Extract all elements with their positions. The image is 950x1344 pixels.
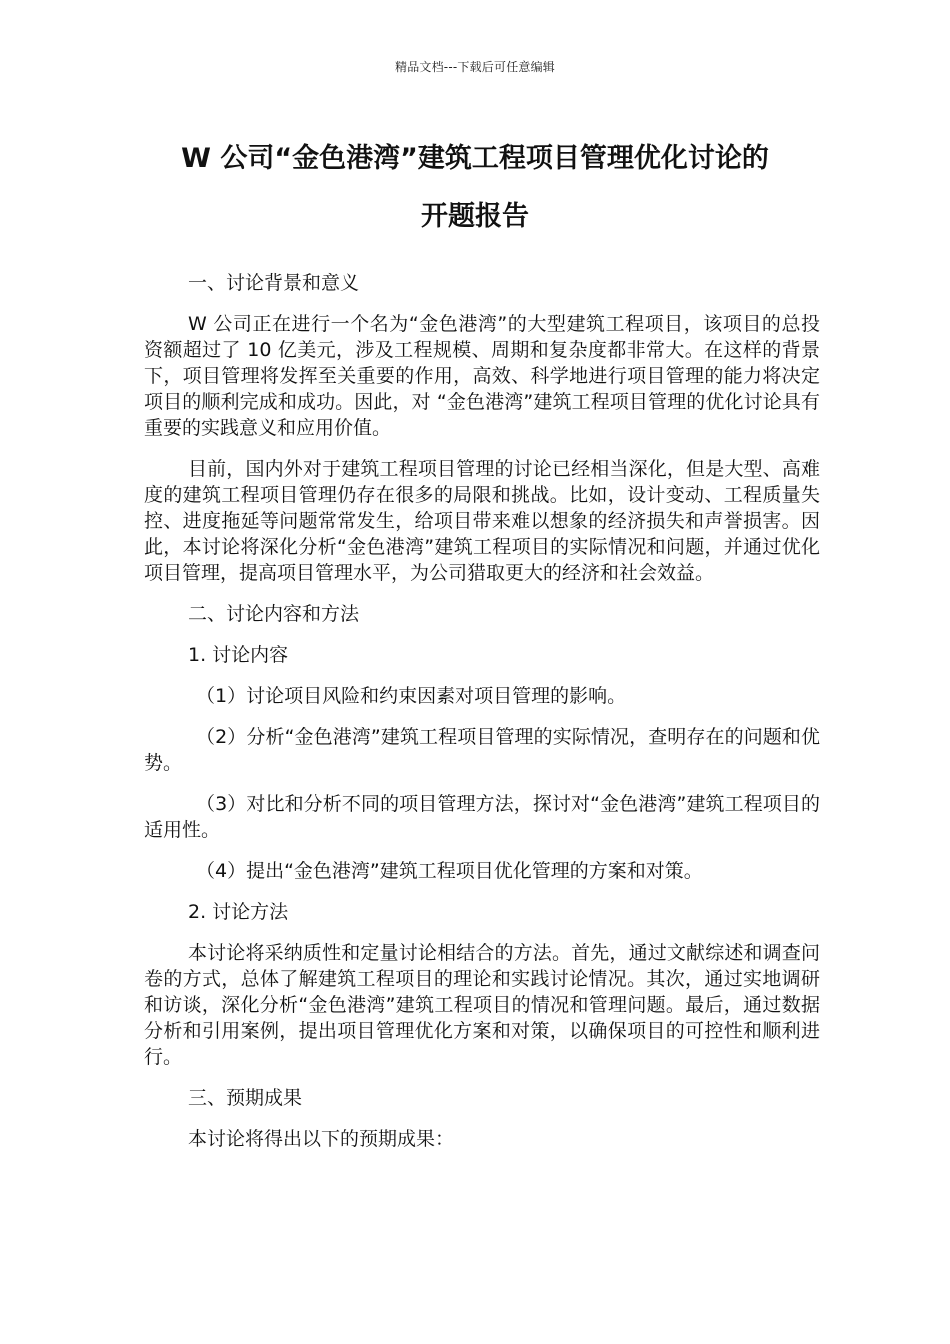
section-heading-background: 一、讨论背景和意义: [188, 272, 360, 294]
paragraph-methods: 本讨论将采纳质性和定量讨论相结合的方法。首先，通过文献综述和调查问卷的方式，总体了解建筑工程项目的理论和实践讨论情况。其次，通过实地调研和访谈，深化分析“金色港湾”建筑工程项目的情况和管理问题。最后，通过数据分析和引用案例，提出项目管理优化方案和对策，以确保项目的可控性和顺利进行。: [144, 942, 820, 1068]
document-body: [144, 270, 820, 1167]
list-item: （1）讨论项目风险和约束因素对项目管理的影响。: [196, 685, 627, 707]
paragraph-expected-results: 本讨论将得出以下的预期成果：: [188, 1128, 455, 1150]
list-item: （2）分析“金色港湾”建筑工程项目管理的实际情况，查明存在的问题和优势。: [144, 726, 820, 774]
document-title-line-2: 开题报告: [421, 201, 529, 232]
paragraph-background-1: W 公司正在进行一个名为“金色港湾”的大型建筑工程项目，该项目的总投资额超过了 10 亿美元，涉及工程规模、周期和复杂度都非常大。在这样的背景下，项目管理将发挥至关重要的作用，高效、科学地进行项目管理的能力将决定项目的顺利完成和成功。因此，对 “金色港湾”建筑工程项目管理的优化讨论具有重要的实践意义和应用价值。: [144, 313, 820, 439]
list-item: （4）提出“金色港湾”建筑工程项目优化管理的方案和对策。: [196, 860, 703, 882]
subheading-methods: 2. 讨论方法: [188, 901, 289, 923]
paragraph-background-2: 目前，国内外对于建筑工程项目管理的讨论已经相当深化，但是大型、高难度的建筑工程项目管理仍存在很多的局限和挑战。比如，设计变动、工程质量失控、进度拖延等问题常常发生，给项目带来难以想象的经济损失和声誉损害。因此，本讨论将深化分析“金色港湾”建筑工程项目的实际情况和问题，并通过优化项目管理，提高项目管理水平，为公司猎取更大的经济和社会效益。: [144, 458, 820, 584]
list-item: （3）对比和分析不同的项目管理方法，探讨对“金色港湾”建筑工程项目的适用性。: [144, 793, 820, 841]
document-title-line-1: W 公司“金色港湾”建筑工程项目管理优化讨论的: [181, 143, 769, 174]
header-note: 精品文档---下载后可任意编辑: [395, 60, 555, 74]
subheading-content: 1. 讨论内容: [188, 644, 289, 666]
section-heading-expected-results: 三、预期成果: [188, 1087, 303, 1109]
section-heading-content-methods: 二、讨论内容和方法: [188, 603, 360, 625]
